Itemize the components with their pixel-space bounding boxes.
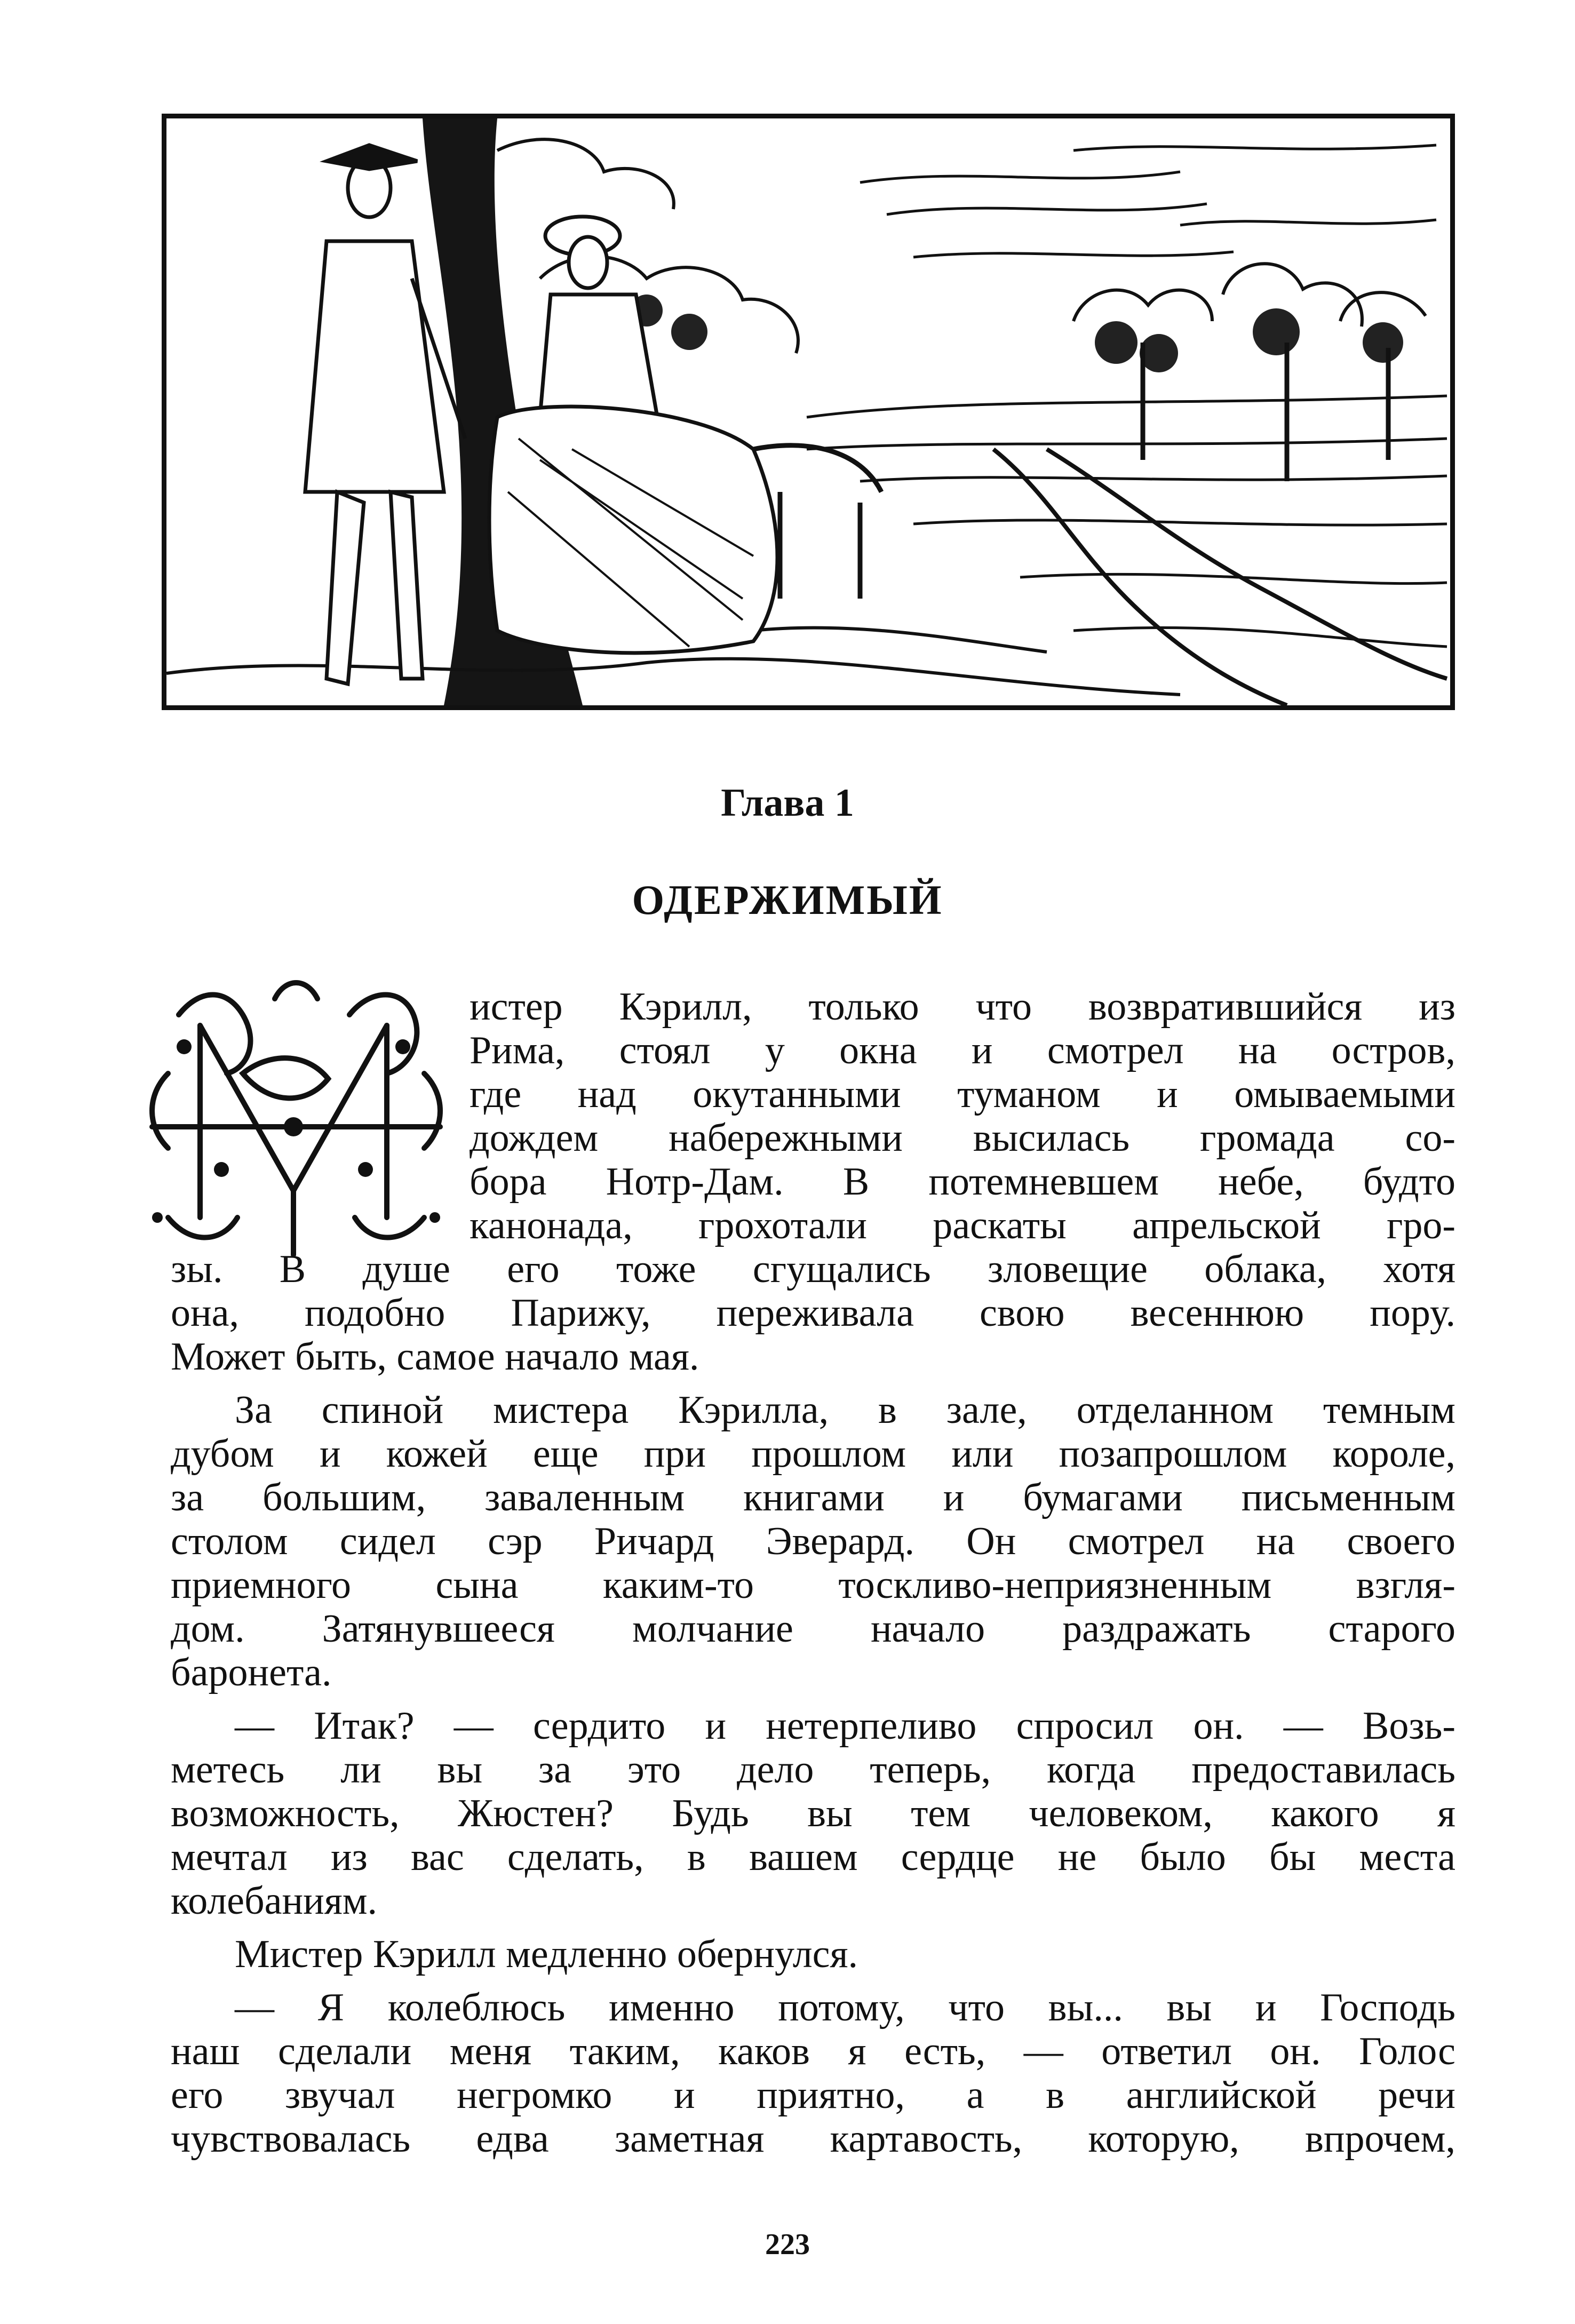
text-line: за большим, заваленным книгами и бумагами письменным [171,1476,1455,1519]
engraving-scene-image [166,118,1450,705]
text-line: Рима, стоял у окна и смотрел на остров, [470,1029,1455,1072]
text-line: Может быть, самое начало мая. [171,1335,699,1379]
page-number: 223 [765,2228,810,2261]
text-line: — Итак? — сердито и нетерпеливо спросил он. — Возь- [235,1704,1455,1748]
text-line: возможность, Жюстен? Будь вы тем человеком, какого я [171,1792,1455,1835]
text-line: канонада, грохотали раскаты апрельской гро- [470,1204,1455,1247]
text-line: чувствовалась едва заметная картавость, которую, впрочем, [171,2117,1455,2161]
text-line: дождем набережными высилась громада со- [470,1116,1455,1160]
text-line: истер Кэрилл, только что возвратившийся из [470,985,1455,1029]
text-line: его звучал негромко и приятно, а в английской речи [171,2073,1455,2117]
text-line: столом сидел сэр Ричард Эверард. Он смотрел на своего [171,1519,1455,1563]
text-line: дом. Затянувшееся молчание начало раздражать старого [171,1607,1455,1651]
text-line: она, подобно Парижу, переживала свою весеннюю пору. [171,1291,1455,1335]
text-line: — Я колеблюсь именно потому, что вы... вы и Господь [235,1986,1455,2029]
chapter-number: Глава 1 [721,781,854,825]
text-line: метесь ли вы за это дело теперь, когда предоставилась [171,1748,1455,1792]
text-line: Мистер Кэрилл медленно обернулся. [235,1932,858,1976]
chapter-illustration [162,114,1455,710]
ornamental-drop-cap [136,967,456,1266]
text-line: бора Нотр-Дам. В потемневшем небе, будто [470,1160,1455,1204]
text-line: За спиной мистера Кэрилла, в зале, отделанном темным [235,1388,1455,1432]
text-line: наш сделали меня таким, каков я есть, — ответил он. Голос [171,2029,1455,2073]
text-line: где над окутанными туманом и омываемыми [470,1072,1455,1116]
text-line: зы. В душе его тоже сгущались зловещие облака, хотя [171,1247,1455,1291]
chapter-title: ОДЕРЖИМЫЙ [632,877,943,923]
text-line: мечтал из вас сделать, в вашем сердце не было бы места [171,1835,1455,1879]
text-line: приемного сына каким-то тоскливо-неприязненным взгля- [171,1563,1455,1607]
text-line: баронета. [171,1651,332,1694]
text-line: дубом и кожей еще при прошлом или позапрошлом короле, [171,1432,1455,1476]
text-line: колебаниям. [171,1879,378,1923]
